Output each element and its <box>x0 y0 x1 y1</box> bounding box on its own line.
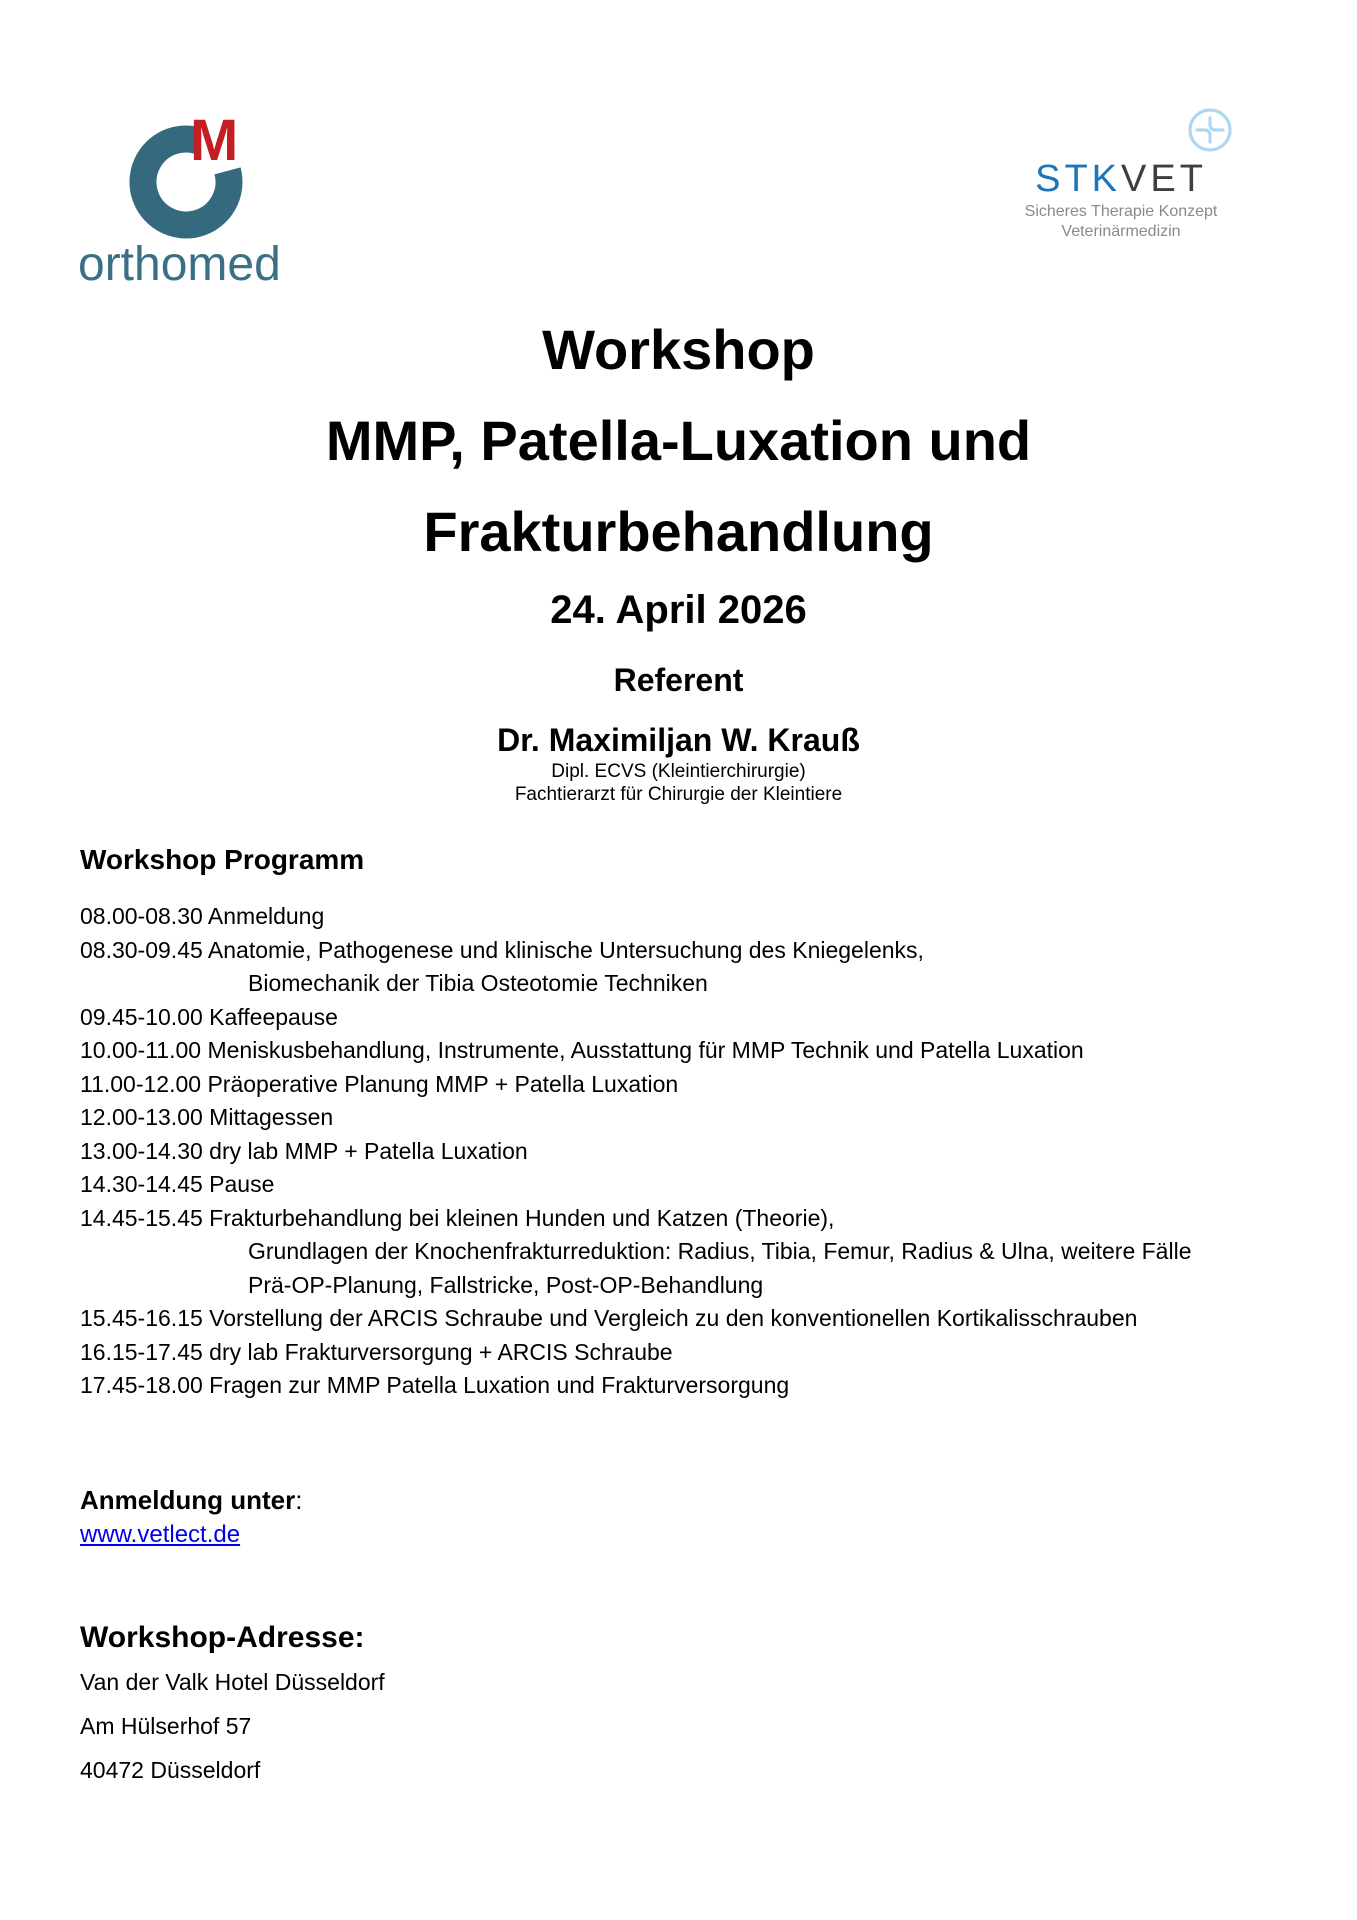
program-item-text: Biomechanik der Tibia Osteotomie Techniken <box>248 970 708 996</box>
program-item-text: Prä-OP-Planung, Fallstricke, Post-OP-Behandlung <box>248 1271 764 1298</box>
orthomed-logo <box>78 108 292 291</box>
registration-heading <box>80 1485 1277 1515</box>
program-item-text: Mittagessen <box>209 1104 334 1130</box>
program-item-text: Vorstellung der ARCIS Schraube und Vergleich zu den konventionellen Kortikalisschrauben <box>209 1305 1138 1331</box>
program-item-time: 13.00-14.30 <box>80 1137 210 1164</box>
program-item <box>80 1369 1277 1403</box>
program-item-text: Frakturbehandlung bei kleinen Hunden und Katzen (Theorie), <box>209 1204 835 1231</box>
event-date: 24. April 2026 <box>550 588 807 632</box>
program-item-text: Pause <box>209 1171 275 1197</box>
orthomed-wordmark: orthomed <box>78 238 281 291</box>
program-item <box>80 967 1277 1001</box>
program-item <box>80 1202 1277 1236</box>
program-item <box>80 1269 1277 1303</box>
program-item-time: 17.45-18.00 <box>80 1372 210 1398</box>
program-item <box>80 1336 1277 1370</box>
program-item-text: Kaffeepause <box>209 1003 338 1030</box>
program-item-time: 11.00-12.00 <box>80 1070 208 1097</box>
orthomed-monogram: M <box>190 108 239 173</box>
registration-heading-text: Anmeldung unter <box>80 1484 296 1515</box>
address-line: Am Hülserhof 57 <box>80 1712 252 1739</box>
program-item <box>80 1068 1277 1102</box>
stkvet-wordmark <box>1008 160 1234 198</box>
program-item <box>80 1034 1277 1068</box>
title-line-1: Workshop <box>542 318 815 381</box>
registration-heading-colon: : <box>295 1484 303 1515</box>
program-item <box>80 934 1277 968</box>
program-item <box>80 1235 1277 1269</box>
program-item <box>80 1168 1277 1202</box>
program-item <box>80 1135 1277 1169</box>
stkvet-wordmark-vet: VET <box>1121 158 1207 200</box>
address-heading: Workshop-Adresse: <box>80 1620 365 1654</box>
program-item-time: 16.15-17.45 <box>80 1338 210 1365</box>
title-line-2: MMP, Patella-Luxation und <box>325 409 1032 472</box>
program-item <box>80 1302 1277 1336</box>
program-item-time: 14.30-14.45 <box>80 1171 210 1197</box>
program-list <box>80 900 1277 1403</box>
program-item-text: dry lab MMP + Patella Luxation <box>209 1137 528 1164</box>
program-item-text: Fragen zur MMP Patella Luxation und Frakturversorgung <box>209 1372 790 1398</box>
speaker-qualification-2: Fachtierarzt für Chirurgie der Kleintiere <box>514 784 843 805</box>
title-line-3: Frakturbehandlung <box>423 500 934 563</box>
program-item-time: 14.45-15.45 <box>80 1204 210 1231</box>
program-item-text: Meniskusbehandlung, Instrumente, Ausstattung für MMP Technik und Patella Luxation <box>207 1037 1084 1063</box>
stkvet-cross-icon <box>1186 106 1234 154</box>
stkvet-logo <box>1008 98 1234 242</box>
program-item-text: Anmeldung <box>207 903 325 929</box>
address-lines <box>80 1660 1277 1792</box>
program-item-text: dry lab Frakturversorgung + ARCIS Schraube <box>209 1338 673 1365</box>
stkvet-tagline-line1: Sicheres Therapie Konzept <box>1024 203 1218 220</box>
program-item-text: Anatomie, Pathogenese und klinische Untersuchung des Kniegelenks, <box>207 936 924 963</box>
address-line: Van der Valk Hotel Düsseldorf <box>80 1668 385 1695</box>
registration-link[interactable]: www.vetlect.de <box>80 1520 241 1548</box>
speaker-qualifications <box>80 760 1277 806</box>
program-item-time: 12.00-13.00 <box>80 1104 210 1130</box>
program-item-text: Grundlagen der Knochenfrakturreduktion: Radius, Tibia, Femur, Radius & Ulna, weitere Fälle <box>248 1238 1192 1264</box>
address-line: 40472 Düsseldorf <box>80 1756 261 1783</box>
program-item-time: 09.45-10.00 <box>80 1003 210 1030</box>
stkvet-wordmark-stk: STK <box>1035 158 1121 200</box>
program-heading: Workshop Programm <box>80 844 365 875</box>
stkvet-tagline <box>1008 202 1234 242</box>
program-item <box>80 1101 1277 1135</box>
orthomed-ring-wrap <box>78 108 292 240</box>
stkvet-tagline-line2: Veterinärmedizin <box>1061 223 1181 240</box>
speaker-label: Referent <box>613 662 744 698</box>
program-item-time: 08.30-09.45 <box>80 936 208 963</box>
program-item-text: Präoperative Planung MMP + Patella Luxation <box>207 1070 679 1097</box>
program-item-time: 08.00-08.30 <box>80 903 208 929</box>
program-item-time: 10.00-11.00 <box>80 1037 208 1063</box>
program-item <box>80 1001 1277 1035</box>
program-item-time: 15.45-16.15 <box>80 1305 210 1331</box>
speaker-qualification-1: Dipl. ECVS (Kleintierchirurgie) <box>551 761 806 782</box>
program-item <box>80 900 1277 934</box>
speaker-name: Dr. Maximiljan W. Krauß <box>497 722 860 758</box>
